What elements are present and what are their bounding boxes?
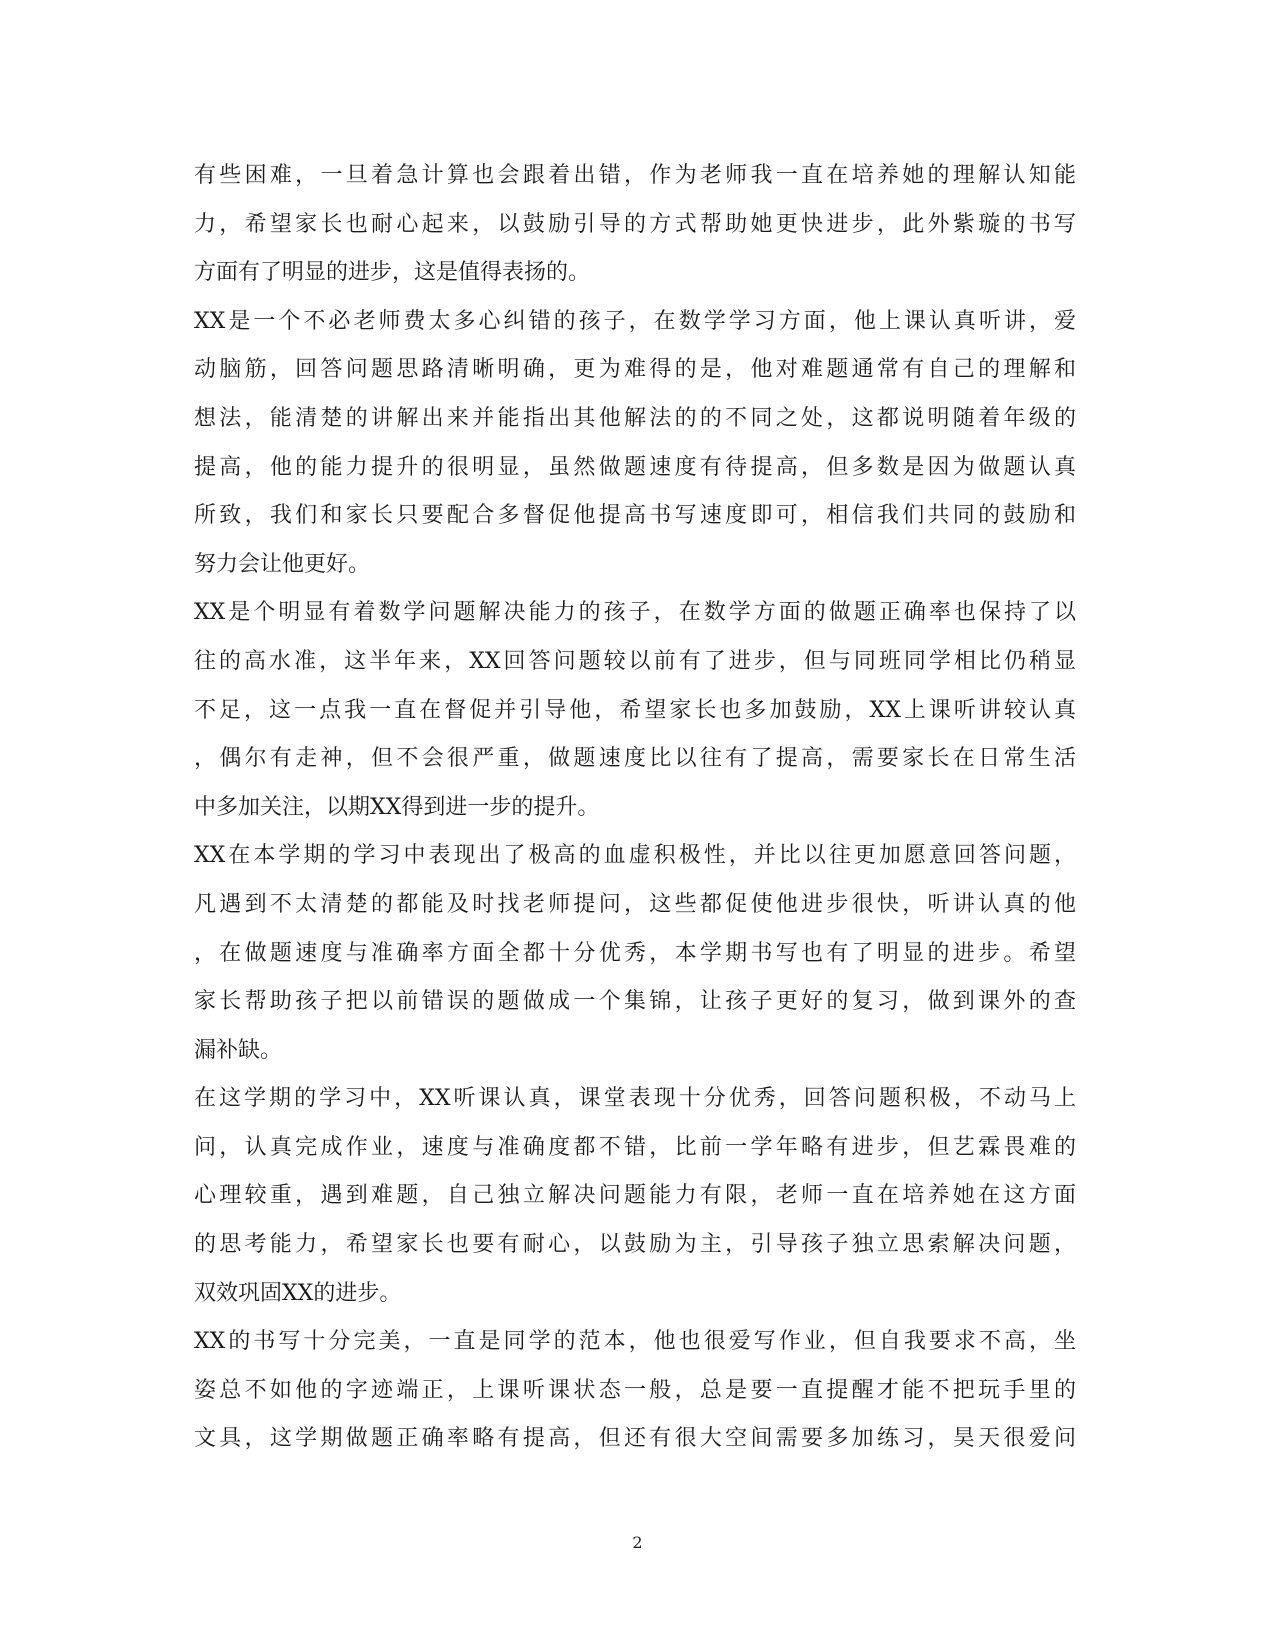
text-line: 漏补缺。 [194, 1037, 283, 1063]
text-line: 姿总不如他的字迹端正，上课听课状态一般，总是要一直提醒才能不把玩手里的 [194, 1377, 1076, 1403]
text-line: 动脑筋，回答问题思路清晰明确，更为难得的是，他对难题通常有自己的理解和 [194, 357, 1076, 383]
text-line: ，偶尔有走神，但不会很严重，做题速度比以往有了提高，需要家长在日常生活 [194, 746, 1076, 772]
text-line: XX是一个不必老师费太多心纠错的孩子，在数学学习方面，他上课认真听讲，爱 [194, 308, 1076, 334]
text-line: 问，认真完成作业，速度与准确度都不错，比前一学年略有进步，但艺霖畏难的 [194, 1134, 1076, 1160]
text-line: 不足，这一点我一直在督促并引导他，希望家长也多加鼓励，XX上课听讲较认真 [194, 697, 1076, 723]
document-body [194, 152, 1076, 1464]
text-line: XX是个明显有着数学问题解决能力的孩子，在数学方面的做题正确率也保持了以 [194, 600, 1076, 626]
text-line: 力，希望家长也耐心起来，以鼓励引导的方式帮助她更快进步，此外紫璇的书写 [194, 211, 1076, 237]
text-line: XX在本学期的学习中表现出了极高的血虚积极性，并比以往更加愿意回答问题， [194, 843, 1076, 869]
text-line: 方面有了明显的进步，这是值得表扬的。 [194, 260, 591, 286]
text-line: 的思考能力，希望家长也要有耐心，以鼓励为主，引导孩子独立思索解决问题， [194, 1232, 1076, 1258]
page-number: 2 [632, 1533, 643, 1552]
text-line: 想法，能清楚的讲解出来并能指出其他解法的的不同之处，这都说明随着年级的 [194, 405, 1076, 431]
text-line: 提高，他的能力提升的很明显，虽然做题速度有待提高，但多数是因为做题认真 [194, 454, 1076, 480]
text-line: ，在做题速度与准确率方面全都十分优秀，本学期书写也有了明显的进步。希望 [194, 940, 1076, 966]
text-line: XX的书写十分完美，一直是同学的范本，他也很爱写作业，但自我要求不高，坐 [194, 1329, 1076, 1355]
text-line: 所致，我们和家长只要配合多督促他提高书写速度即可，相信我们共同的鼓励和 [194, 503, 1076, 529]
text-line: 有些困难，一旦着急计算也会跟着出错，作为老师我一直在培养她的理解认知能 [194, 163, 1076, 188]
text-line: 往的高水准，这半年来，XX回答问题较以前有了进步，但与同班同学相比仍稍显 [194, 648, 1076, 674]
text-line: 心理较重，遇到难题，自己独立解决问题能力有限，老师一直在培养她在这方面 [194, 1183, 1076, 1209]
text-line: 努力会让他更好。 [194, 551, 371, 577]
text-line: 在这学期的学习中，XX听课认真，课堂表现十分优秀，回答问题积极，不动马上 [194, 1086, 1076, 1112]
text-line: 文具，这学期做题正确率略有提高，但还有很大空间需要多加练习，昊天很爱问 [194, 1426, 1076, 1452]
text-line: 双效巩固XX的进步。 [194, 1280, 402, 1306]
text-line: 凡遇到不太清楚的都能及时找老师提问，这些都促使他进步很快，听讲认真的他 [194, 891, 1076, 917]
text-line: 家长帮助孩子把以前错误的题做成一个集锦，让孩子更好的复习，做到课外的查 [194, 989, 1076, 1015]
text-line: 中多加关注，以期XX得到进一步的提升。 [194, 794, 600, 820]
